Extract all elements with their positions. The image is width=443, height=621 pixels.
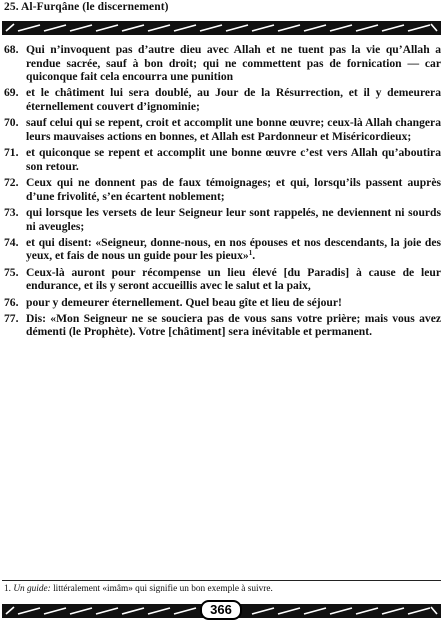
verse-74 <box>4 236 441 263</box>
verse-text: pour y demeurer éternellement. Quel beau gîte et lieu de séjour! <box>26 295 342 309</box>
footnote <box>4 584 441 595</box>
footnote-text: littéralement «imâm» qui signifie un bon exemple à suivre. <box>53 584 273 594</box>
page-number-badge <box>200 600 242 620</box>
verse-text: et qui disent: «Seigneur, donne-nous, en nos épouses et nos descendants, la joie des yeux, et fais de nous un guide pour les pieux» <box>26 235 441 263</box>
verse-text: Dis: «Mon Seigneur ne se souciera pas de vous sans votre prière; mais vous avez démenti (le Prophète). Votre [châtiment] sera inévitable et permanent. <box>26 311 441 339</box>
verse-number: 75. <box>4 265 19 279</box>
verse-number: 70. <box>4 116 19 130</box>
verse-73 <box>4 206 441 233</box>
verse-number: 68. <box>4 43 19 56</box>
verse-number: 72. <box>4 176 19 190</box>
verse-text: Ceux-là auront pour récompense un lieu élevé [du Paradis] à cause de leur endurance, et ils y seront accueillis avec le salut et la paix, <box>26 265 441 293</box>
verse-text: et le châtiment lui sera doublé, au Jour de la Résurrection, et il y demeurera éternellement couvert d’ignominie; <box>26 86 441 114</box>
verse-68 <box>4 43 441 84</box>
verse-text: et quiconque se repent et accomplit une bonne œuvre c’est vers Allah qu’aboutira son retour. <box>26 146 441 173</box>
ornamental-band-top <box>2 21 441 35</box>
verse-text-tail: . <box>252 249 256 263</box>
footnote-divider <box>2 580 441 581</box>
verse-75 <box>4 266 441 293</box>
verse-number: 74. <box>4 235 19 249</box>
verse-69 <box>4 86 441 113</box>
verse-number: 73. <box>4 205 19 219</box>
page-number: 366 <box>210 602 232 617</box>
footnote-number: 1. <box>4 584 11 594</box>
verse-number: 76. <box>4 295 19 309</box>
verse-text-container <box>26 236 441 263</box>
verse-text: Ceux qui ne donnent pas de faux témoignages; et qui, lorsqu’ils passent auprès d’une frivolité, s’en écartent noblement; <box>26 176 441 203</box>
verse-number: 71. <box>4 146 19 160</box>
verse-text: Qui n’invoquent pas d’autre dieu avec Allah et ne tuent pas la vie qu’Allah a rendue sacrée, sauf à bon droit; qui ne commettent pas de fornication — car quiconque fait cela encourra une punition <box>26 43 441 84</box>
verse-76 <box>4 296 441 310</box>
chapter-header: 25. Al-Furqâne (le discernement) <box>4 1 169 13</box>
verse-text: sauf celui qui se repent, croit et accomplit une bonne œuvre; ceux-là Allah changera leurs mauvaises actions en bonnes, et Allah est Pardonneur et Miséricordieux; <box>26 116 441 143</box>
footnote-term: Un guide: <box>13 584 51 594</box>
verse-text: qui lorsque les versets de leur Seigneur leur sont rappelés, ne deviennent ni sourds ni aveugles; <box>26 205 441 233</box>
verse-72 <box>4 176 441 203</box>
verse-list <box>4 43 441 342</box>
footnote-reference: 1 <box>248 249 253 258</box>
verse-70 <box>4 116 441 143</box>
verse-number: 77. <box>4 311 19 325</box>
verse-77 <box>4 312 441 339</box>
verse-71 <box>4 146 441 173</box>
verse-number: 69. <box>4 86 19 100</box>
